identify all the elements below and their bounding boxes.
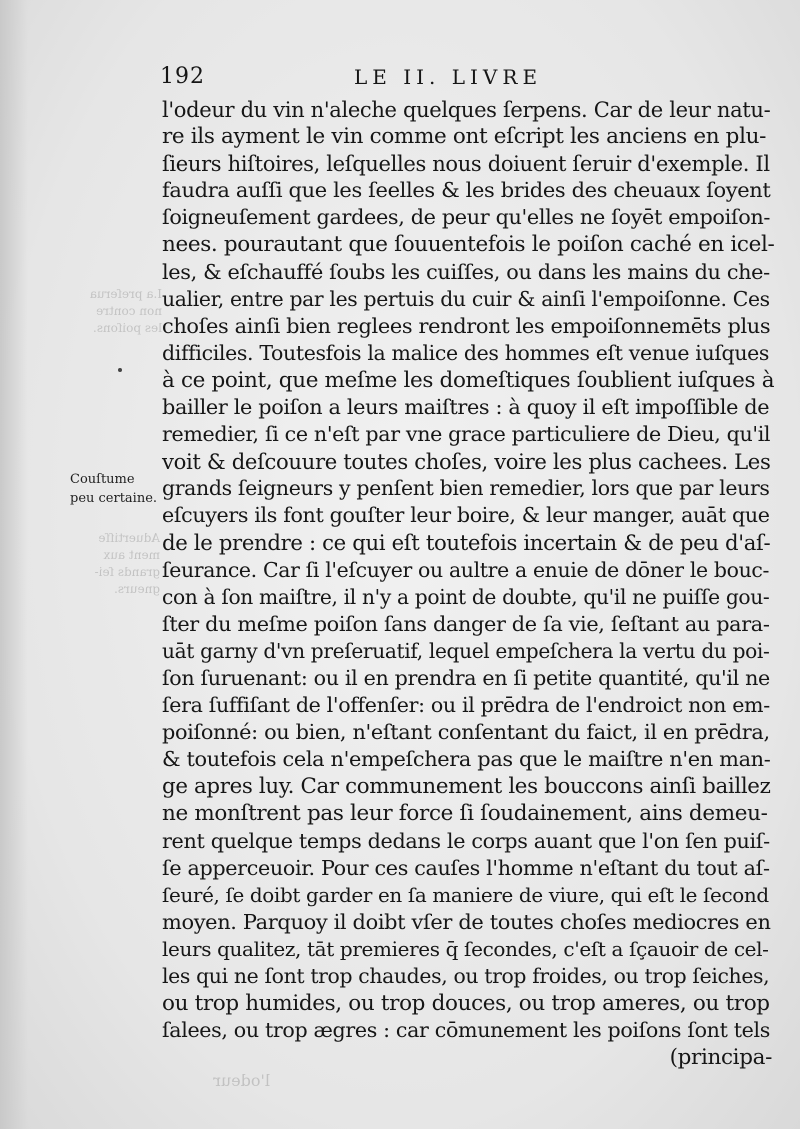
ink-speck (118, 368, 122, 372)
text-line: de le prendre : ce qui eſt toutefois incertain & de peu d'aſ- (162, 530, 771, 556)
text-line: nees. pourautant que ſouuentefois le poiſon caché en icel- (162, 232, 775, 258)
text-line: con à ſon maiſtre, il n'y a point de doubte, qu'il ne puiſſe gou- (162, 584, 770, 609)
text-line: bailler le poiſon a leurs maiſtres : à quoy il eſt impoſſible de (162, 395, 770, 420)
text-line: ſeuré, ſe doibt garder en ſa maniere de viure, qui eſt le ſecond (162, 883, 769, 907)
running-head (160, 64, 760, 94)
margin-note-line-2: peu certaine. (70, 491, 158, 506)
bleed-through-note-c (190, 1072, 270, 1089)
bleed-line: gneurs. (114, 582, 160, 596)
bleed-line: Aduertiſſe (98, 531, 160, 545)
text-line: ſoigneuſement gardees, de peur qu'elles ne ſoyēt empoiſon- (162, 205, 771, 230)
text-line: ſon ſuruenant: ou il en prendra en ſi petite quantité, qu'il ne (162, 665, 770, 690)
text-line: ſter du meſme poiſon ſans danger de ſa vie, ſeſtant au para- (162, 611, 770, 636)
text-line: ge apres luy. Car communement les bouccons ainſi baillez (162, 774, 771, 800)
text-line: voit & deſcouure toutes choſes, voire les plus cachees. Les (162, 449, 771, 475)
margin-note (70, 470, 160, 508)
text-line: poiſonné: ou bien, n'eſtant conſentant du faict, il en prēdra, (162, 720, 770, 745)
text-line: eſcuyers ils font gouſter leur boire, & leur manger, auāt que (162, 503, 770, 528)
text-line: ſera ſuffiſant de l'offenſer: ou il prēdra de l'endroict non em- (162, 693, 770, 718)
text-line: ſeurance. Car ſi l'eſcuyer ou aultre a enuie de dōner le bouc- (162, 557, 770, 582)
margin-note-line-1: Couſtume (70, 472, 135, 487)
text-line: ualier, entre par les pertuis du cuir & ainſi l'empoiſonne. Ces (162, 286, 770, 311)
bleed-through-note-a (82, 286, 162, 337)
bleed-through-note-b (80, 530, 160, 598)
text-line: ou trop humides, ou trop douces, ou trop ameres, ou trop (162, 991, 770, 1017)
bleed-line: ment aux (103, 548, 160, 562)
text-line: uāt garny d'vn preſeruatif, lequel empeſchera la vertu du poi- (162, 638, 770, 663)
bleed-line: I.a preſerua (89, 287, 162, 301)
text-line: faudra auſſi que les ſeelles & les brides des cheuaux ſoyent (162, 178, 771, 203)
book-title: LE II. LIVRE (354, 65, 543, 89)
text-line: ne monſtrent pas leur force ſi ſoudainement, ains demeu- (162, 801, 768, 827)
text-line: à ce point, que meſme les domeſtiques ſoublient iuſques à (162, 367, 775, 393)
bleed-line: non contre (96, 304, 162, 318)
gutter-shadow (0, 0, 28, 1129)
text-line: choſes ainſi bien reglees rendront les empoiſonnemēts plus (162, 313, 771, 338)
text-line: ſe apperceuoir. Pour ces cauſes l'homme n'eſtant du tout aſ- (162, 855, 770, 880)
text-line: leurs qualitez, tāt premieres q̄ ſecondes, c'eſt a ſçauoir de cel- (162, 936, 769, 961)
bleed-line: l'odeur (213, 1071, 270, 1090)
text-line: moyen. Parquoy il doibt vſer de toutes choſes mediocres en (162, 909, 771, 934)
text-line: re ils ayment le vin comme ont eſcript les anciens en plu- (162, 124, 767, 150)
text-line: les qui ne ſont trop chaudes, ou trop froides, ou trop ſeiches, (162, 964, 770, 988)
text-line: l'odeur du vin n'aleche quelques ſerpens. Car de leur natu- (162, 97, 771, 122)
bleed-line: les poiſons. (92, 321, 162, 335)
text-line: remedier, ſi ce n'eſt par vne grace particuliere de Dieu, qu'il (162, 422, 771, 447)
text-line: & toutefois cela n'empeſchera pas que le maiſtre n'en man- (162, 747, 771, 772)
bleed-line: grands ſei- (94, 565, 160, 579)
catchword: (principa- (669, 1045, 772, 1071)
body-text (162, 96, 774, 1071)
text-line: difficiles. Toutesfois la malice des hommes eſt venue iuſques (162, 340, 770, 365)
page-number: 192 (160, 64, 205, 89)
text-line: ſalees, ou trop ægres : car cōmunement les poiſons ſont tels (162, 1018, 770, 1043)
text-line: rent quelque temps dedans le corps auant que l'on ſen puiſ- (162, 828, 770, 853)
text-line: grands ſeigneurs y penſent bien remedier, lors que par leurs (162, 476, 770, 501)
text-line: ſieurs hiſtoires, leſquelles nous doiuent ſeruir d'exemple. Il (162, 151, 770, 177)
text-line: les, & eſchauffé ſoubs les cuiſſes, ou dans les mains du che- (162, 259, 770, 284)
